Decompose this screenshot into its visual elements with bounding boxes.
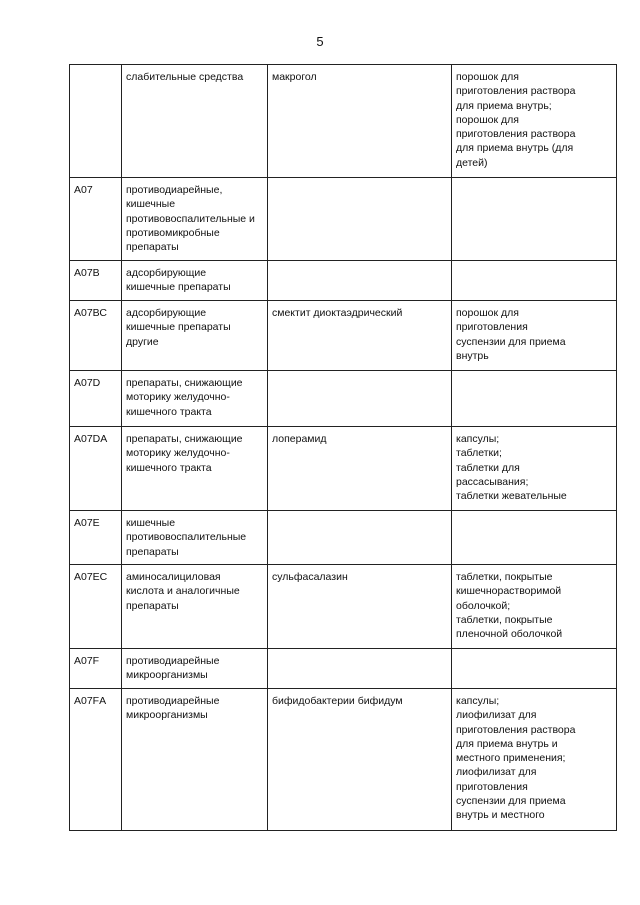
group-cell: противодиарейные микроорганизмы bbox=[122, 689, 268, 831]
dosage-form-cell bbox=[452, 649, 617, 689]
dosage-form-cell bbox=[452, 261, 617, 301]
group-cell: препараты, снижающие моторику желудочно- кишечного тракта bbox=[122, 427, 268, 511]
page-number: 5 bbox=[316, 34, 324, 49]
atc-code-cell: А07FА bbox=[70, 689, 122, 831]
group-cell: аминосалициловая кислота и аналогичные препараты bbox=[122, 565, 268, 649]
table-row bbox=[70, 511, 617, 565]
group-cell: противодиарейные микроорганизмы bbox=[122, 649, 268, 689]
substance-cell bbox=[268, 178, 452, 261]
substance-cell: смектит диоктаэдрический bbox=[268, 301, 452, 371]
dosage-form-cell: капсулы; лиофилизат для приготовления раствора для приема внутрь и местного применения; лиофилизат для приготовления суспензии для приема внутрь и местного bbox=[452, 689, 617, 831]
atc-code-cell: А07Е bbox=[70, 511, 122, 565]
group-cell: слабительные средства bbox=[122, 65, 268, 178]
atc-code-cell: А07ЕС bbox=[70, 565, 122, 649]
group-cell: адсорбирующие кишечные препараты bbox=[122, 261, 268, 301]
atc-code-cell bbox=[70, 65, 122, 178]
drug-table bbox=[69, 64, 617, 831]
table-row bbox=[70, 689, 617, 831]
atc-code-cell: А07F bbox=[70, 649, 122, 689]
substance-cell bbox=[268, 511, 452, 565]
group-cell: противодиарейные, кишечные противовоспалительные и противомикробные препараты bbox=[122, 178, 268, 261]
dosage-form-cell: порошок для приготовления суспензии для приема внутрь bbox=[452, 301, 617, 371]
table-row bbox=[70, 65, 617, 178]
substance-cell bbox=[268, 649, 452, 689]
atc-code-cell: А07 bbox=[70, 178, 122, 261]
dosage-form-cell bbox=[452, 511, 617, 565]
table-row bbox=[70, 649, 617, 689]
substance-cell: макрогол bbox=[268, 65, 452, 178]
atc-code-cell: А07D bbox=[70, 371, 122, 427]
dosage-form-cell: таблетки, покрытые кишечнорастворимой оболочкой; таблетки, покрытые пленочной оболочкой bbox=[452, 565, 617, 649]
atc-code-cell: А07DА bbox=[70, 427, 122, 511]
substance-cell: сульфасалазин bbox=[268, 565, 452, 649]
substance-cell: лоперамид bbox=[268, 427, 452, 511]
table-row bbox=[70, 565, 617, 649]
table-row bbox=[70, 178, 617, 261]
table-row bbox=[70, 261, 617, 301]
group-cell: адсорбирующие кишечные препараты другие bbox=[122, 301, 268, 371]
table-row bbox=[70, 427, 617, 511]
group-cell: кишечные противовоспалительные препараты bbox=[122, 511, 268, 565]
group-cell: препараты, снижающие моторику желудочно- кишечного тракта bbox=[122, 371, 268, 427]
substance-cell bbox=[268, 371, 452, 427]
table-row bbox=[70, 301, 617, 371]
dosage-form-cell bbox=[452, 371, 617, 427]
dosage-form-cell: капсулы; таблетки; таблетки для рассасывания; таблетки жевательные bbox=[452, 427, 617, 511]
dosage-form-cell: порошок для приготовления раствора для приема внутрь; порошок для приготовления раствора для приема внутрь (для детей) bbox=[452, 65, 617, 178]
dosage-form-cell bbox=[452, 178, 617, 261]
table-row bbox=[70, 371, 617, 427]
substance-cell bbox=[268, 261, 452, 301]
atc-code-cell: А07ВС bbox=[70, 301, 122, 371]
atc-code-cell: А07В bbox=[70, 261, 122, 301]
substance-cell: бифидобактерии бифидум bbox=[268, 689, 452, 831]
